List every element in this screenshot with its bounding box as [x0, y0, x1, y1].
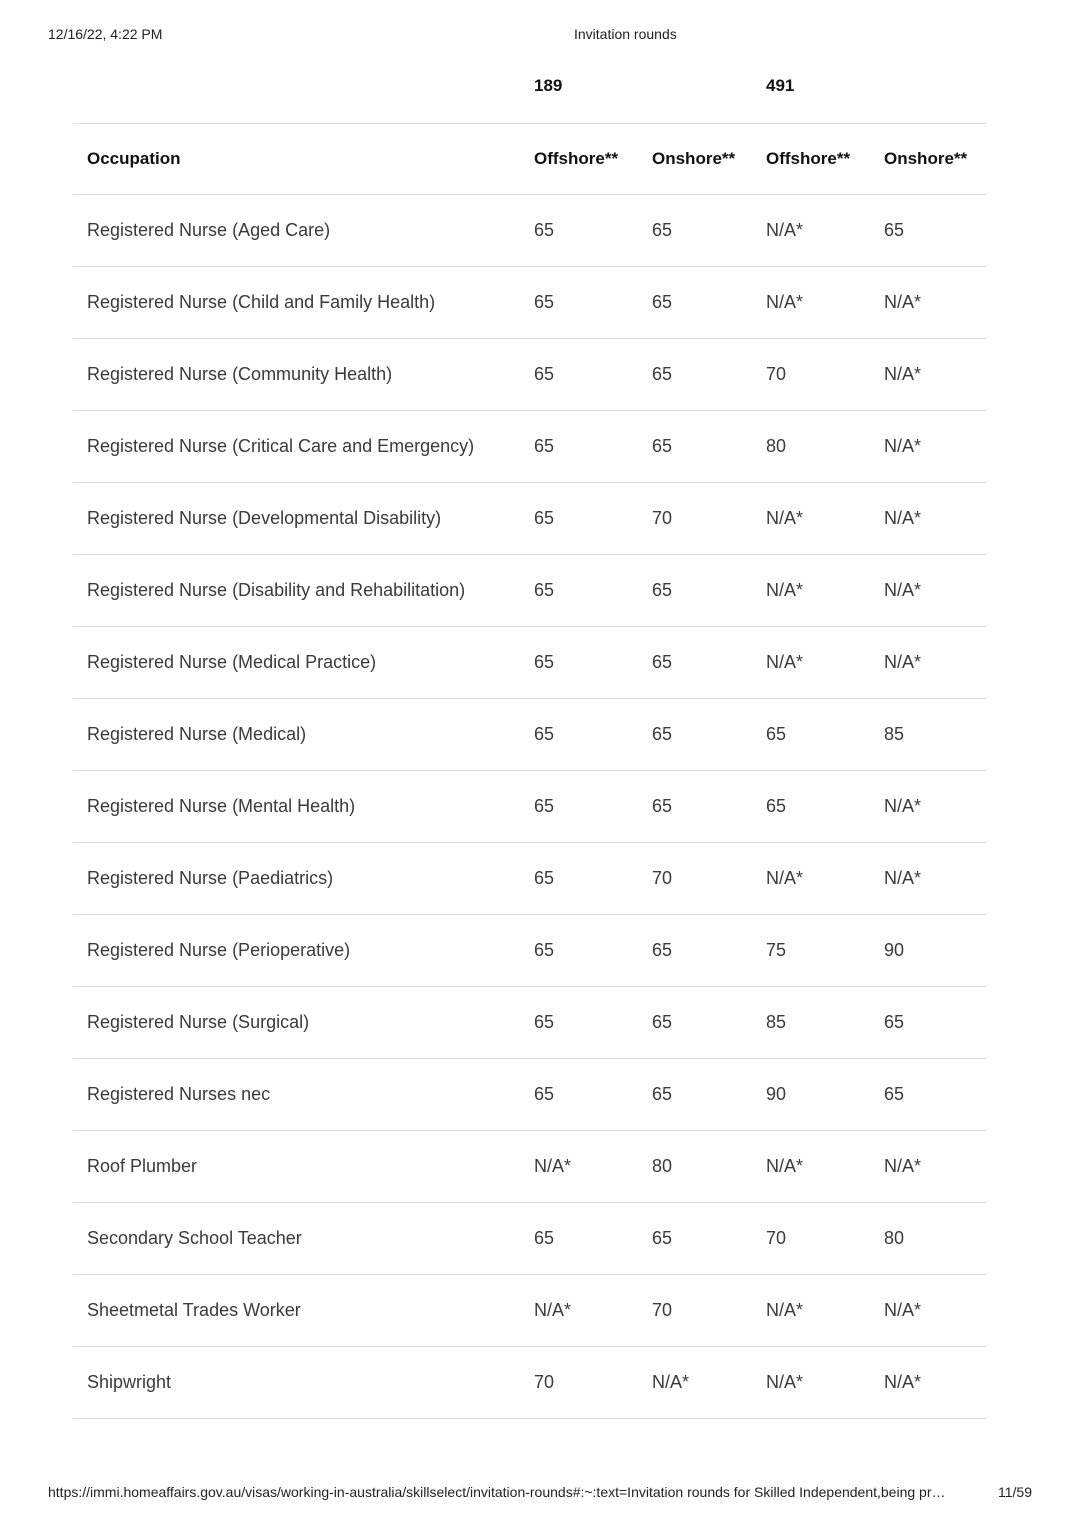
points-189-onshore: 65	[638, 987, 752, 1059]
points-491-onshore: N/A*	[870, 267, 986, 339]
table-row	[73, 267, 986, 339]
points-189-offshore: 65	[520, 1059, 638, 1131]
points-491-onshore: 65	[870, 195, 986, 267]
points-491-offshore: 65	[752, 699, 870, 771]
points-189-offshore: 65	[520, 339, 638, 411]
visa-subclass-491: 491	[766, 76, 795, 95]
points-189-onshore: 70	[638, 1275, 752, 1347]
points-189-offshore: 65	[520, 915, 638, 987]
points-491-onshore: N/A*	[870, 771, 986, 843]
table-row	[73, 1275, 986, 1347]
column-header-491-onshore: Onshore**	[870, 124, 986, 195]
table-row	[73, 915, 986, 987]
points-491-onshore: 65	[870, 987, 986, 1059]
occupation-cell: Registered Nurse (Mental Health)	[73, 771, 520, 843]
points-189-offshore: 65	[520, 987, 638, 1059]
occupation-cell: Registered Nurse (Paediatrics)	[73, 843, 520, 915]
table-row	[73, 483, 986, 555]
print-source-url: https://immi.homeaffairs.gov.au/visas/working-in-australia/skillselect/invitation-rounds#:~:text=Invitation rounds for Skilled Independent,being pr…	[48, 1484, 946, 1500]
points-189-onshore: 65	[638, 1059, 752, 1131]
points-189-offshore: 65	[520, 843, 638, 915]
points-491-onshore: N/A*	[870, 627, 986, 699]
occupation-cell: Registered Nurse (Child and Family Health)	[73, 267, 520, 339]
column-header-189-offshore: Offshore**	[520, 124, 638, 195]
occupation-cell: Registered Nurse (Critical Care and Emergency)	[73, 411, 520, 483]
points-189-onshore: 70	[638, 483, 752, 555]
points-189-offshore: 65	[520, 267, 638, 339]
points-189-offshore: 65	[520, 771, 638, 843]
table-header-row	[73, 124, 986, 195]
points-491-offshore: N/A*	[752, 483, 870, 555]
occupation-cell: Registered Nurse (Community Health)	[73, 339, 520, 411]
points-189-offshore: 65	[520, 555, 638, 627]
points-491-onshore: N/A*	[870, 483, 986, 555]
points-189-offshore: N/A*	[520, 1275, 638, 1347]
points-189-onshore: 65	[638, 699, 752, 771]
points-189-onshore: 65	[638, 411, 752, 483]
occupation-cell: Registered Nurse (Aged Care)	[73, 195, 520, 267]
points-491-offshore: 80	[752, 411, 870, 483]
print-page-title: Invitation rounds	[574, 26, 677, 42]
print-footer	[0, 1484, 1080, 1504]
print-date: 12/16/22, 4:22 PM	[48, 26, 163, 42]
table-row	[73, 987, 986, 1059]
points-491-onshore: N/A*	[870, 411, 986, 483]
points-491-offshore: N/A*	[752, 555, 870, 627]
table-row	[73, 771, 986, 843]
points-491-offshore: 90	[752, 1059, 870, 1131]
points-491-offshore: N/A*	[752, 843, 870, 915]
table-row	[73, 1059, 986, 1131]
points-189-offshore: 65	[520, 195, 638, 267]
points-189-onshore: 65	[638, 1203, 752, 1275]
points-189-offshore: 70	[520, 1347, 638, 1419]
points-491-onshore: N/A*	[870, 1275, 986, 1347]
occupation-cell: Registered Nurse (Medical)	[73, 699, 520, 771]
points-491-onshore: N/A*	[870, 1131, 986, 1203]
points-491-onshore: N/A*	[870, 843, 986, 915]
points-491-offshore: 70	[752, 339, 870, 411]
points-491-offshore: 70	[752, 1203, 870, 1275]
points-491-onshore: 80	[870, 1203, 986, 1275]
points-189-onshore: 70	[638, 843, 752, 915]
occupation-cell: Registered Nurse (Perioperative)	[73, 915, 520, 987]
occupation-cell: Registered Nurse (Developmental Disability)	[73, 483, 520, 555]
points-189-onshore: 65	[638, 339, 752, 411]
points-491-offshore: N/A*	[752, 267, 870, 339]
points-491-onshore: N/A*	[870, 339, 986, 411]
points-189-offshore: 65	[520, 1203, 638, 1275]
table-row	[73, 1203, 986, 1275]
invitation-points-table	[73, 123, 986, 1419]
column-header-occupation: Occupation	[73, 124, 520, 195]
column-header-189-onshore: Onshore**	[638, 124, 752, 195]
points-491-offshore: 85	[752, 987, 870, 1059]
occupation-cell: Secondary School Teacher	[73, 1203, 520, 1275]
occupation-cell: Registered Nurse (Surgical)	[73, 987, 520, 1059]
points-491-onshore: 65	[870, 1059, 986, 1131]
table-row	[73, 339, 986, 411]
points-189-onshore: 65	[638, 627, 752, 699]
points-491-offshore: N/A*	[752, 627, 870, 699]
occupation-cell: Registered Nurse (Medical Practice)	[73, 627, 520, 699]
points-491-offshore: N/A*	[752, 195, 870, 267]
occupation-cell: Registered Nurse (Disability and Rehabilitation)	[73, 555, 520, 627]
points-189-onshore: 65	[638, 771, 752, 843]
visa-subclass-189: 189	[534, 76, 563, 95]
points-491-offshore: N/A*	[752, 1347, 870, 1419]
column-header-491-offshore: Offshore**	[752, 124, 870, 195]
occupation-cell: Shipwright	[73, 1347, 520, 1419]
points-491-onshore: N/A*	[870, 555, 986, 627]
table-row	[73, 627, 986, 699]
points-189-onshore: 65	[638, 195, 752, 267]
table-row	[73, 195, 986, 267]
points-491-onshore: 90	[870, 915, 986, 987]
points-189-offshore: 65	[520, 483, 638, 555]
table-row	[73, 843, 986, 915]
points-189-onshore: N/A*	[638, 1347, 752, 1419]
table-row	[73, 699, 986, 771]
table-row	[73, 1347, 986, 1419]
points-189-onshore: 65	[638, 267, 752, 339]
points-189-onshore: 65	[638, 555, 752, 627]
visa-subclass-header	[0, 76, 1080, 100]
table-row	[73, 555, 986, 627]
points-491-onshore: 85	[870, 699, 986, 771]
points-491-offshore: 65	[752, 771, 870, 843]
occupation-cell: Sheetmetal Trades Worker	[73, 1275, 520, 1347]
points-491-offshore: N/A*	[752, 1275, 870, 1347]
print-page-number: 11/59	[998, 1484, 1032, 1500]
table-row	[73, 1131, 986, 1203]
points-491-onshore: N/A*	[870, 1347, 986, 1419]
print-header	[0, 26, 1080, 46]
points-189-onshore: 80	[638, 1131, 752, 1203]
points-189-onshore: 65	[638, 915, 752, 987]
points-491-offshore: 75	[752, 915, 870, 987]
points-491-offshore: N/A*	[752, 1131, 870, 1203]
occupation-cell: Registered Nurses nec	[73, 1059, 520, 1131]
points-189-offshore: 65	[520, 411, 638, 483]
points-189-offshore: 65	[520, 627, 638, 699]
occupation-cell: Roof Plumber	[73, 1131, 520, 1203]
points-189-offshore: 65	[520, 699, 638, 771]
points-189-offshore: N/A*	[520, 1131, 638, 1203]
table-body	[73, 195, 986, 1419]
table-row	[73, 411, 986, 483]
